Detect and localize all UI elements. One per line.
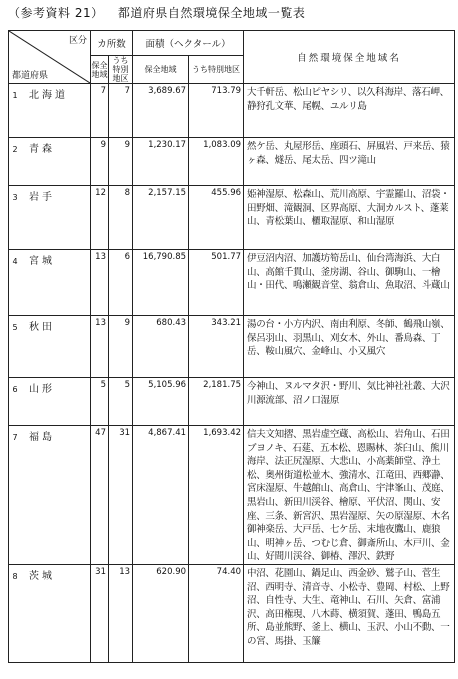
special-area-cell: 1,693.42 <box>189 426 244 565</box>
prefecture-cell: 3 岩手 <box>9 186 91 250</box>
prefecture-cell: 8 茨城 <box>9 564 91 662</box>
special-area-cell: 713.79 <box>189 84 244 138</box>
count-cell: 5 <box>91 378 109 426</box>
special-area-cell: 343.21 <box>189 316 244 378</box>
special-count-cell: 9 <box>109 138 133 186</box>
names-header: 自然環境保全地域名 <box>244 31 455 84</box>
special-area-cell: 2,181.75 <box>189 378 244 426</box>
prefecture-cell: 5 秋田 <box>9 316 91 378</box>
area-names-cell: 中沼、花園山、鍋足山、西金砂、鷲子山、菅生沼、西明寺、清音寺、小松寺、豊岡、村松、上野沼、自性寺、大生、竜神山、石川、矢倉、富浦沢、高田権現、八木蒔、横須賀、蓬田、鴨島五所、島並熊野、釜上、横山、玉沢、小山不動、一の宮、馬掛、玉簾 <box>244 564 455 662</box>
special-count-cell: 9 <box>109 316 133 378</box>
special-count-cell: 8 <box>109 186 133 250</box>
table-row <box>9 378 455 426</box>
special-count-cell: 5 <box>109 378 133 426</box>
area-header: 面積（ヘクタール） <box>133 31 244 56</box>
area-cell: 4,867.41 <box>133 426 189 565</box>
area-names-cell: 伊豆沼内沼、加護坊筍岳山、仙台湾海浜、大白山、高館千貫山、釜房湖、谷山、御駒山、一檜山・田代、鳴瀬観音堂、翁倉山、魚取沼、斗蔵山 <box>244 250 455 316</box>
special-area-cell: 501.77 <box>189 250 244 316</box>
table-row <box>9 186 455 250</box>
area-sub-special: うち特別地区 <box>189 56 244 84</box>
count-cell: 7 <box>91 84 109 138</box>
prefecture-cell: 4 宮城 <box>9 250 91 316</box>
area-names-cell: 今神山、ヌルマタ沢・野川、気比神社社叢、大沢川源流部、沼ノ口湿原 <box>244 378 455 426</box>
area-names-cell: 然ケ岳、丸屋形岳、座頭石、屏風岩、戸来岳、猿ヶ森、燧岳、尾太岳、四ツ滝山 <box>244 138 455 186</box>
area-cell: 3,689.67 <box>133 84 189 138</box>
conservation-areas-table <box>8 30 455 663</box>
special-count-cell: 31 <box>109 426 133 565</box>
count-cell: 31 <box>91 564 109 662</box>
area-sub-all: 保全地域 <box>133 56 189 84</box>
table-row <box>9 426 455 565</box>
area-names-cell: 大千軒岳、松山ピヤシリ、以久科海岸、落石岬、静狩孔文華、尾幌、ユルリ島 <box>244 84 455 138</box>
prefecture-cell: 6 山形 <box>9 378 91 426</box>
count-cell: 12 <box>91 186 109 250</box>
prefecture-cell: 2 青森 <box>9 138 91 186</box>
special-area-cell: 1,083.09 <box>189 138 244 186</box>
area-cell: 2,157.15 <box>133 186 189 250</box>
count-sub-special: うち特別地区 <box>109 56 133 84</box>
prefecture-label: 都道府県 <box>12 71 49 81</box>
page-title <box>8 4 454 24</box>
area-cell: 16,790.85 <box>133 250 189 316</box>
area-names-cell: 姫神湿原、松森山、荒川高原、宇霊羅山、沼袋・田野畑、滝観洞、区界高原、大洞カルスト、蓬莱山、青松葉山、櫃取湿原、和山湿原 <box>244 186 455 250</box>
prefecture-cell: 1 北海道 <box>9 84 91 138</box>
table-row <box>9 316 455 378</box>
count-cell: 47 <box>91 426 109 565</box>
table-row <box>9 138 455 186</box>
area-names-cell: 湯の台・小方内沢、南由利原、冬師、鶴飛山嶺、保呂羽山、羽黒山、刈女木、外山、番鳥森、丁岳、鞍山風穴、金峰山、小又風穴 <box>244 316 455 378</box>
prefecture-cell: 7 福島 <box>9 426 91 565</box>
header-corner-cell <box>9 31 91 84</box>
special-count-cell: 6 <box>109 250 133 316</box>
area-names-cell: 信夫文知摺、黒岩虚空蔵、高松山、岩角山、石田ブヨノキ、石莚、五本松、恩賜林、茶臼山、熊川海岸、法正尻湿原、大悲山、小高薬師堂、浄土松、奥州街道松並木、強清水、江竜田、西郷瀞、宮床湿原、牛越館山、高倉山、宇津峯山、茂庭、黒岩山、新田川渓谷、檜原、平伏沼、関山、安座、三条、新宮沢、黒岩湿原、矢の原湿原、木名御神楽岳、大戸岳、七ケ岳、末地夜鷹山、鹿狼山、明神ヶ岳、つむじ倉、御斎所山、木戸川、金山、好間川渓谷、御椿、澤沢、鉄野 <box>244 426 455 565</box>
document-title: 都道府県自然環境保全地域一覧表 <box>117 6 306 20</box>
area-cell: 5,105.96 <box>133 378 189 426</box>
table-row <box>9 84 455 138</box>
count-cell: 9 <box>91 138 109 186</box>
count-sub-all: 保全地域 <box>91 56 109 84</box>
count-cell: 13 <box>91 316 109 378</box>
category-label: 区分 <box>68 36 87 46</box>
area-cell: 620.90 <box>133 564 189 662</box>
special-area-cell: 455.96 <box>189 186 244 250</box>
count-header: カ所数 <box>91 31 133 56</box>
special-count-cell: 7 <box>109 84 133 138</box>
reference-label: （参考資料 21） <box>8 6 104 20</box>
area-cell: 680.43 <box>133 316 189 378</box>
count-cell: 13 <box>91 250 109 316</box>
special-count-cell: 13 <box>109 564 133 662</box>
special-area-cell: 74.40 <box>189 564 244 662</box>
area-cell: 1,230.17 <box>133 138 189 186</box>
table-row <box>9 564 455 662</box>
table-row <box>9 250 455 316</box>
